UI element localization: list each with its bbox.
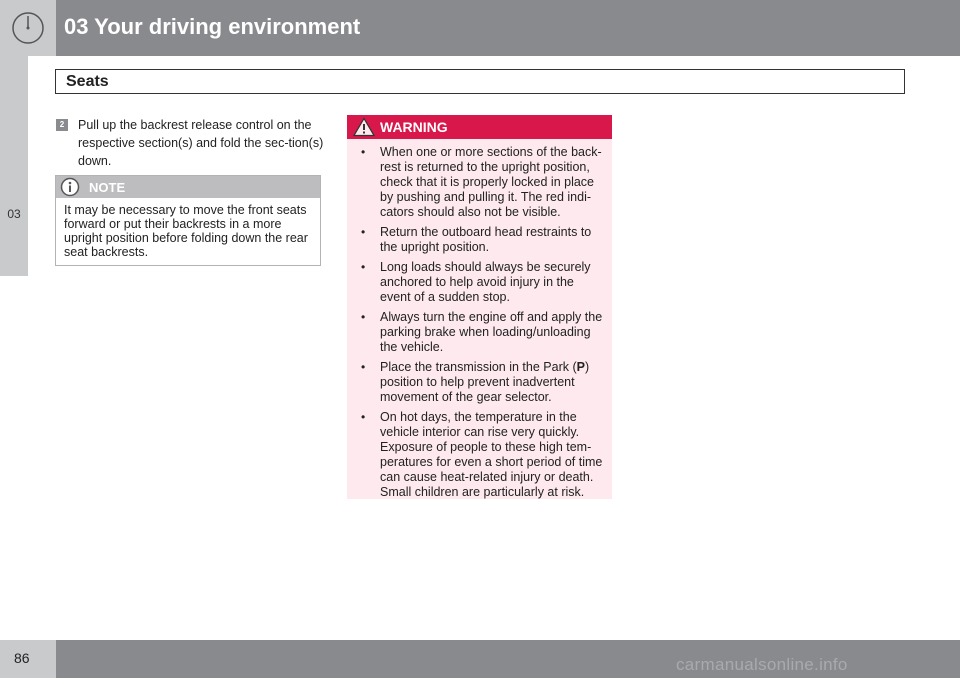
header-icon-box bbox=[0, 0, 56, 56]
warning-item: • Long loads should always be securely anchored to help avoid injury in the event of a sudden stop. bbox=[361, 260, 591, 304]
warning-title: WARNING bbox=[380, 119, 448, 135]
gauge-icon bbox=[10, 10, 46, 46]
page-number: 86 bbox=[14, 650, 30, 666]
warning-item-park: • Place the transmission in the Park (P) position to help prevent inadvertent movement of the gear selector. bbox=[361, 360, 590, 404]
warning-box bbox=[347, 115, 612, 499]
warning-item: • Return the outboard head restraints to the upright position. bbox=[361, 225, 592, 254]
warning-item: • On hot days, the temperature in the vehicle interior can rise very quickly. Exposure of people to these high tem-peratures for even a short period of time can cause heat-related injury or death. Small children are particularly at risk. bbox=[361, 410, 603, 499]
side-strip bbox=[0, 56, 28, 276]
info-icon bbox=[60, 177, 80, 197]
step-2 bbox=[56, 116, 324, 170]
note-box bbox=[55, 175, 321, 266]
step-number-badge: 2 bbox=[56, 119, 68, 131]
bullet: • bbox=[361, 310, 366, 324]
warning-triangle-icon bbox=[353, 117, 375, 137]
watermark: carmanualsonline.info bbox=[676, 655, 848, 674]
step-text: Pull up the backrest release control on the respective section(s) and fold the sec-tion(s) down. bbox=[78, 118, 324, 168]
chapter-title: 03 Your driving environment bbox=[64, 14, 361, 39]
bullet: • bbox=[361, 410, 366, 424]
warning-header bbox=[347, 115, 612, 139]
section-title: Seats bbox=[66, 73, 109, 90]
section-bar bbox=[55, 69, 905, 94]
bullet: • bbox=[361, 145, 366, 159]
warning-item: • Always turn the engine off and apply the parking brake when loading/unloading the vehicle. bbox=[361, 310, 603, 354]
bullet: • bbox=[361, 360, 366, 374]
note-body: It may be necessary to move the front seats forward or put their backrests in a more upright position before folding down the rear seat backrests. bbox=[64, 203, 308, 259]
note-title: NOTE bbox=[89, 180, 126, 195]
chapter-side-tab: 03 bbox=[7, 207, 21, 221]
warning-item: • When one or more sections of the back-rest is returned to the upright position, check that it is properly locked in place by pushing and pulling it. The red indi-cators should also not be visible. bbox=[361, 145, 602, 219]
note-header bbox=[56, 176, 320, 198]
bullet: • bbox=[361, 225, 366, 239]
bullet: • bbox=[361, 260, 366, 274]
park-letter: P bbox=[576, 360, 585, 374]
warning-list bbox=[347, 139, 612, 500]
